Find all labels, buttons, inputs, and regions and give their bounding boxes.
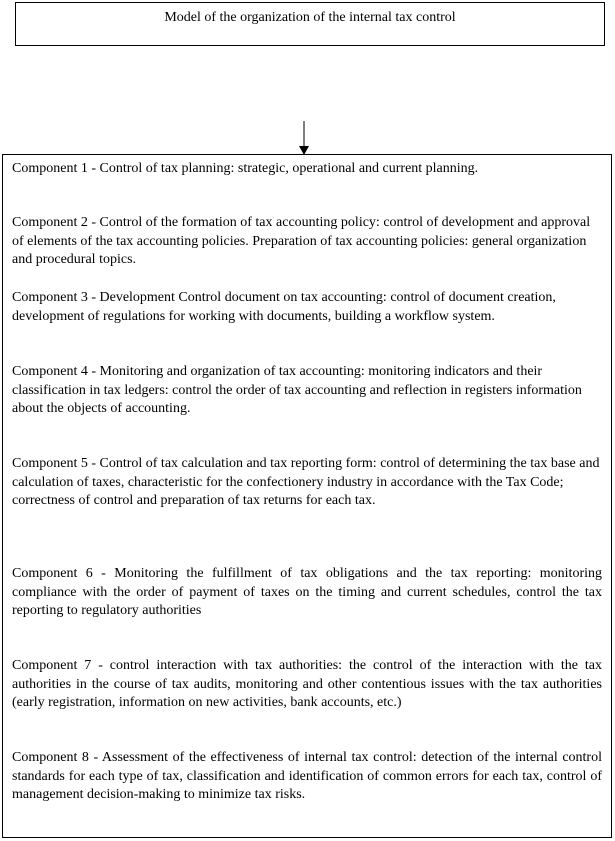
connector-arrow [0,0,615,160]
component-3: Component 3 - Development Control document on tax accounting: control of document creation, development of regulations for working with documents, building a workflow system. [12,290,556,324]
components-box [2,154,612,838]
diagram-title: Model of the organization of the internal tax control [164,10,456,25]
component-2: Component 2 - Control of the formation of tax accounting policy: control of development and approval of elements of the tax accounting policies. Preparation of tax accounting policies: general organization and procedural topics. [12,215,591,267]
component-8: Component 8 - Assessment of the effectiveness of internal tax control: detection of the internal control standards for each type of tax, classification and identification of common errors for each tax, control of management decision-making to minimize tax risks. [12,750,602,802]
component-6: Component 6 - Monitoring the fulfillment of tax obligations and the tax reporting: monitoring compliance with the order of payment of taxes on the timing and current schedules, control the tax reporting to regulatory authorities [12,566,602,618]
component-5: Component 5 - Control of tax calculation and tax reporting form: control of determining the tax base and calculation of taxes, characteristic for the confectionery industry in accordance with the Tax Code; correctness of control and preparation of tax returns for each tax. [12,456,600,508]
component-7: Component 7 - control interaction with tax authorities: the control of the interaction with the tax authorities in the course of tax audits, monitoring and other contentious issues with the tax authorities (early registration, information on new activities, bank accounts, etc.) [12,658,602,710]
component-1: Component 1 - Control of tax planning: strategic, operational and current planning. [12,161,479,176]
component-4: Component 4 - Monitoring and organization of tax accounting: monitoring indicators and their classification in tax ledgers: control the order of tax accounting and reflection in registers information about the objects of accounting. [12,364,582,416]
